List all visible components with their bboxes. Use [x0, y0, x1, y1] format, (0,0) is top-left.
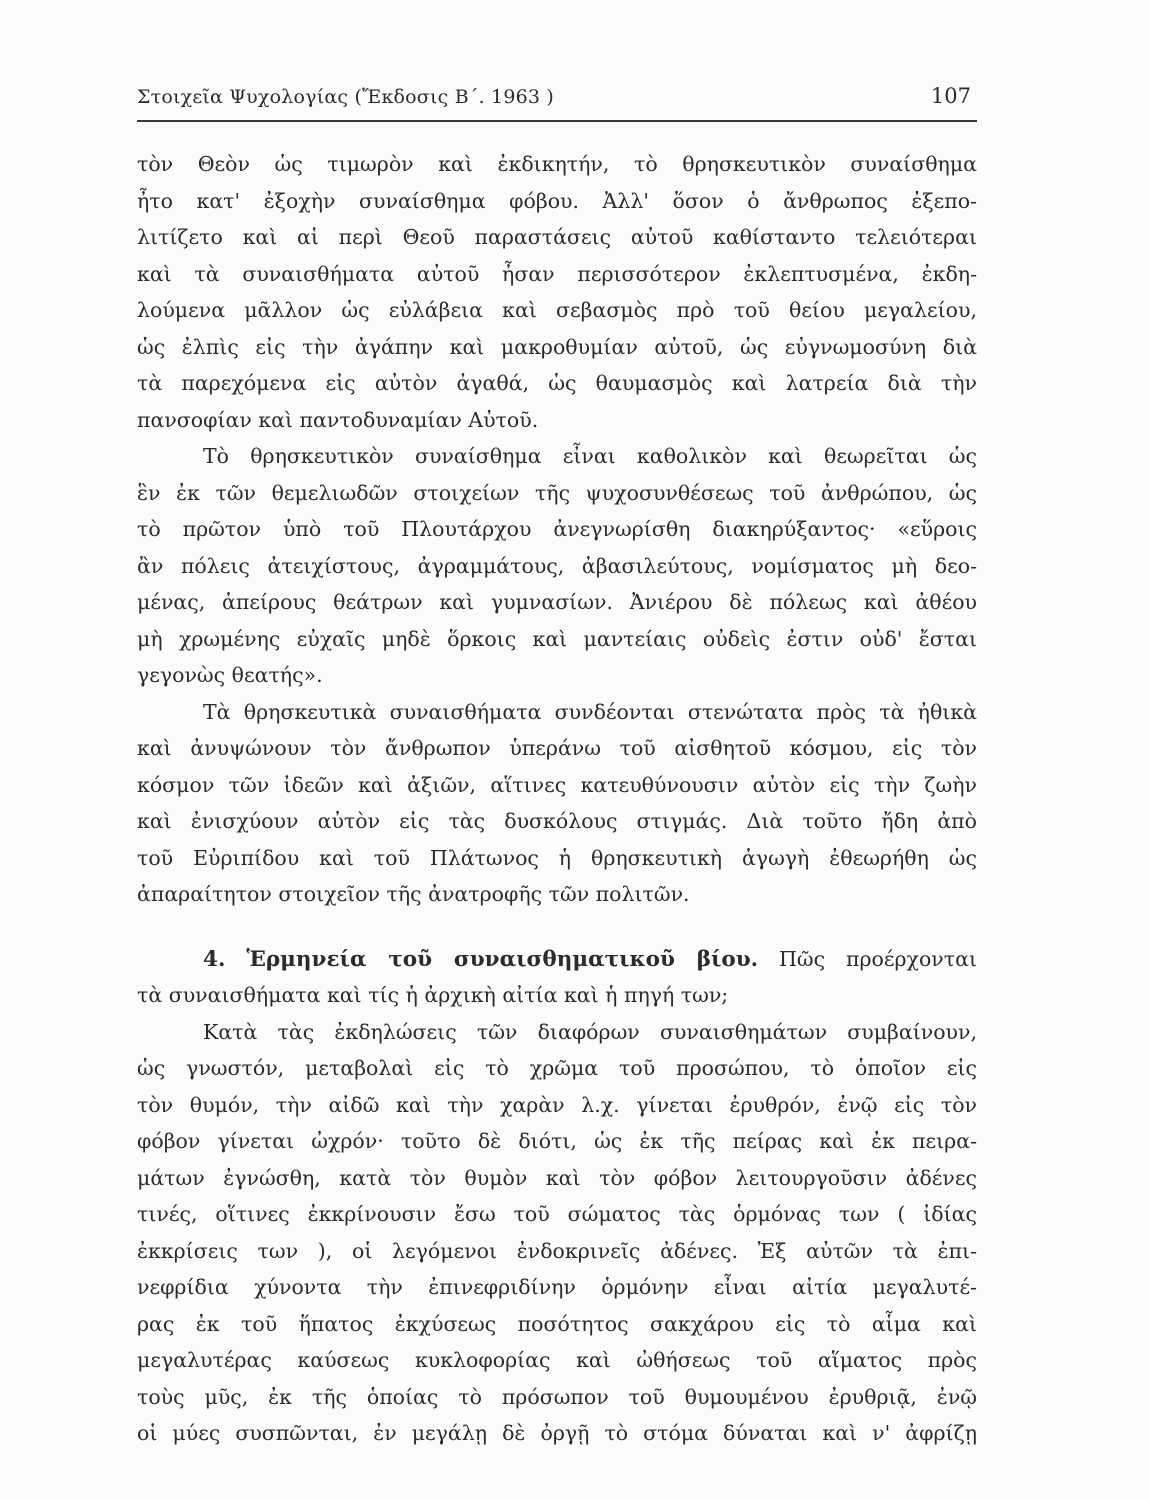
text-line: μάτων ἐγνώσθη, κατὰ τὸν θυμὸν καὶ τὸν φόβον λειτουργοῦσιν ἀδένες — [137, 1165, 977, 1190]
text-line: τοῦ Εὐριπίδου καὶ τοῦ Πλάτωνος ἡ θρησκευτικὴ ἀγωγὴ ἐθεωρήθη ὡς — [137, 845, 977, 870]
running-header — [137, 84, 977, 122]
text-line: καὶ τὰ συναισθήματα αὐτοῦ ἦσαν περισσότερον ἐκλεπτυσμένα, ἐκδη- — [137, 261, 977, 286]
section-heading-line — [137, 941, 977, 978]
text-line: καὶ ἀνυψώνουν τὸν ἄνθρωπον ὑπεράνω τοῦ αἰσθητοῦ κόσμου, εἰς τὸν — [137, 736, 977, 760]
section-title: Ἑρμηνεία τοῦ συναισθηματικοῦ βίου. — [246, 946, 759, 972]
text-line: τὰ συναισθήματα καὶ τίς ἡ ἀρχικὴ αἰτία καὶ ἡ πηγή των; — [137, 983, 729, 1007]
text-line: ρας ἐκ τοῦ ἥπατος ἐκχύσεως ποσότητος σακχάρου εἰς τὸ αἷμα καὶ — [137, 1311, 977, 1336]
text-line: μένας, ἀπείρους θεάτρων καὶ γυμνασίων. Ἀνιέρου δὲ πόλεως καὶ ἀθέου — [137, 590, 977, 614]
text-line: Κατὰ τὰς ἐκδηλώσεις τῶν διαφόρων συναισθημάτων συμβαίνουν, — [203, 1019, 977, 1044]
text-line: τοὺς μῦς, ἐκ τῆς ὁποίας τὸ πρόσωπον τοῦ θυμουμένου ἐρυθριᾷ, ἐνῷ — [137, 1384, 977, 1409]
paragraph — [137, 1014, 977, 1452]
text-line: ὡς ἐλπὶς εἰς τὴν ἀγάπην καὶ μακροθυμίαν αὐτοῦ, ὡς εὐγνωμοσύνη διὰ — [137, 334, 977, 359]
text-line: τὸν Θεὸν ὡς τιμωρὸν καὶ ἐκδικητήν, τὸ θρησκευτικὸν συναίσθημα — [137, 152, 977, 176]
text-line: τὸν θυμόν, τὴν αἰδῶ καὶ τὴν χαρὰν λ.χ. γίνεται ἐρυθρόν, ἐνῷ εἰς τὸν — [137, 1092, 977, 1117]
text-line: λούμενα μᾶλλον ὡς εὐλάβεια καὶ σεβασμὸς πρὸ τοῦ θείου μεγαλείου, — [137, 298, 977, 322]
text-line: Τὰ θρησκευτικὰ συναισθήματα συνδέονται στενώτατα πρὸς τὰ ἠθικὰ — [203, 699, 977, 724]
text-line: ἐκκρίσεις των ), οἱ λεγόμενοι ἐνδοκρινεῖς ἀδένες. Ἐξ αὐτῶν τὰ ἐπι- — [137, 1238, 977, 1263]
paragraph — [137, 438, 977, 694]
text-line: Τὸ θρησκευτικὸν συναίσθημα εἶναι καθολικὸν καὶ θεωρεῖται ὡς — [203, 444, 977, 468]
text-line: νεφρίδια χύνοντα τὴν ἐπινεφριδίνην ὁρμόνην εἶναι αἰτία μεγαλυτέ- — [137, 1275, 977, 1299]
text-line: τὰ παρεχόμενα εἰς αὐτὸν ἀγαθά, ὡς θαυμασμὸς καὶ λατρεία διὰ τὴν — [137, 371, 977, 395]
text-line: καὶ ἐνισχύουν αὐτὸν εἰς τὰς δυσκόλους στιγμάς. Διὰ τοῦτο ἤδη ἀπὸ — [137, 809, 977, 833]
header-title: Στοιχεῖα Ψυχολογίας (Ἔκδοσις Β΄. 1963 ) — [137, 86, 555, 108]
text-line: τινές, οἵτινες ἐκκρίνουσιν ἔσω τοῦ σώματος τὰς ὁρμόνας των ( ἰδίας — [137, 1202, 977, 1226]
paragraph — [137, 694, 977, 913]
section-4 — [137, 941, 977, 1014]
section-number: 4. — [203, 946, 226, 972]
page-number: 107 — [930, 84, 971, 108]
section-spacer — [137, 913, 977, 941]
text-line: μεγαλυτέρας καύσεως κυκλοφορίας καὶ ὠθήσεως τοῦ αἵματος πρὸς — [137, 1348, 977, 1372]
text-line: λιτίζετο καὶ αἱ περὶ Θεοῦ παραστάσεις αὐτοῦ καθίσταντο τελειότεραι — [137, 225, 977, 249]
text-line: ὡς γνωστόν, μεταβολαὶ εἰς τὸ χρῶμα τοῦ προσώπου, τὸ ὁποῖον εἰς — [137, 1056, 977, 1080]
body-text — [137, 146, 977, 1452]
section-heading-rest: Πῶς προέρχονται — [779, 946, 977, 971]
text-line: ἓν ἐκ τῶν θεμελιωδῶν στοιχείων τῆς ψυχοσυνθέσεως τοῦ ἀνθρώπου, ὡς — [137, 480, 977, 505]
text-line: οἱ μύες συσπῶνται, ἐν μεγάλῃ δὲ ὀργῇ τὸ στόμα δύναται καὶ ν' ἀφρίζῃ — [137, 1421, 977, 1445]
text-line: φόβον γίνεται ὠχρόν· τοῦτο δὲ διότι, ὡς ἐκ τῆς πείρας καὶ ἐκ πειρα- — [137, 1129, 977, 1153]
text-line: ἂν πόλεις ἀτειχίστους, ἀγραμμάτους, ἀβασιλεύτους, νομίσματος μὴ δεο- — [137, 553, 977, 578]
text-line: ἀπαραίτητον στοιχεῖον τῆς ἀνατροφῆς τῶν πολιτῶν. — [137, 882, 690, 906]
text-line: ἦτο κατ' ἐξοχὴν συναίσθημα φόβου. Ἀλλ' ὅσον ὁ ἄνθρωπος ἐξεπο- — [137, 188, 977, 213]
text-line: τὸ πρῶτον ὑπὸ τοῦ Πλουτάρχου ἀνεγνωρίσθη διακηρύξαντος· «εὕροις — [137, 517, 977, 541]
text-line: γεγονὼς θεατής». — [137, 663, 323, 687]
text-line: κόσμον τῶν ἰδεῶν καὶ ἀξιῶν, αἵτινες κατευθύνουσιν αὐτὸν εἰς τὴν ζωὴν — [137, 772, 977, 797]
text-line: πανσοφίαν καὶ παντοδυναμίαν Αὐτοῦ. — [137, 407, 539, 432]
text-line: μὴ χρωμένης εὐχαῖς μηδὲ ὅρκοις καὶ μαντείαις οὐδεὶς ἐστιν οὐδ' ἔσται — [137, 626, 977, 651]
paragraph — [137, 146, 977, 438]
